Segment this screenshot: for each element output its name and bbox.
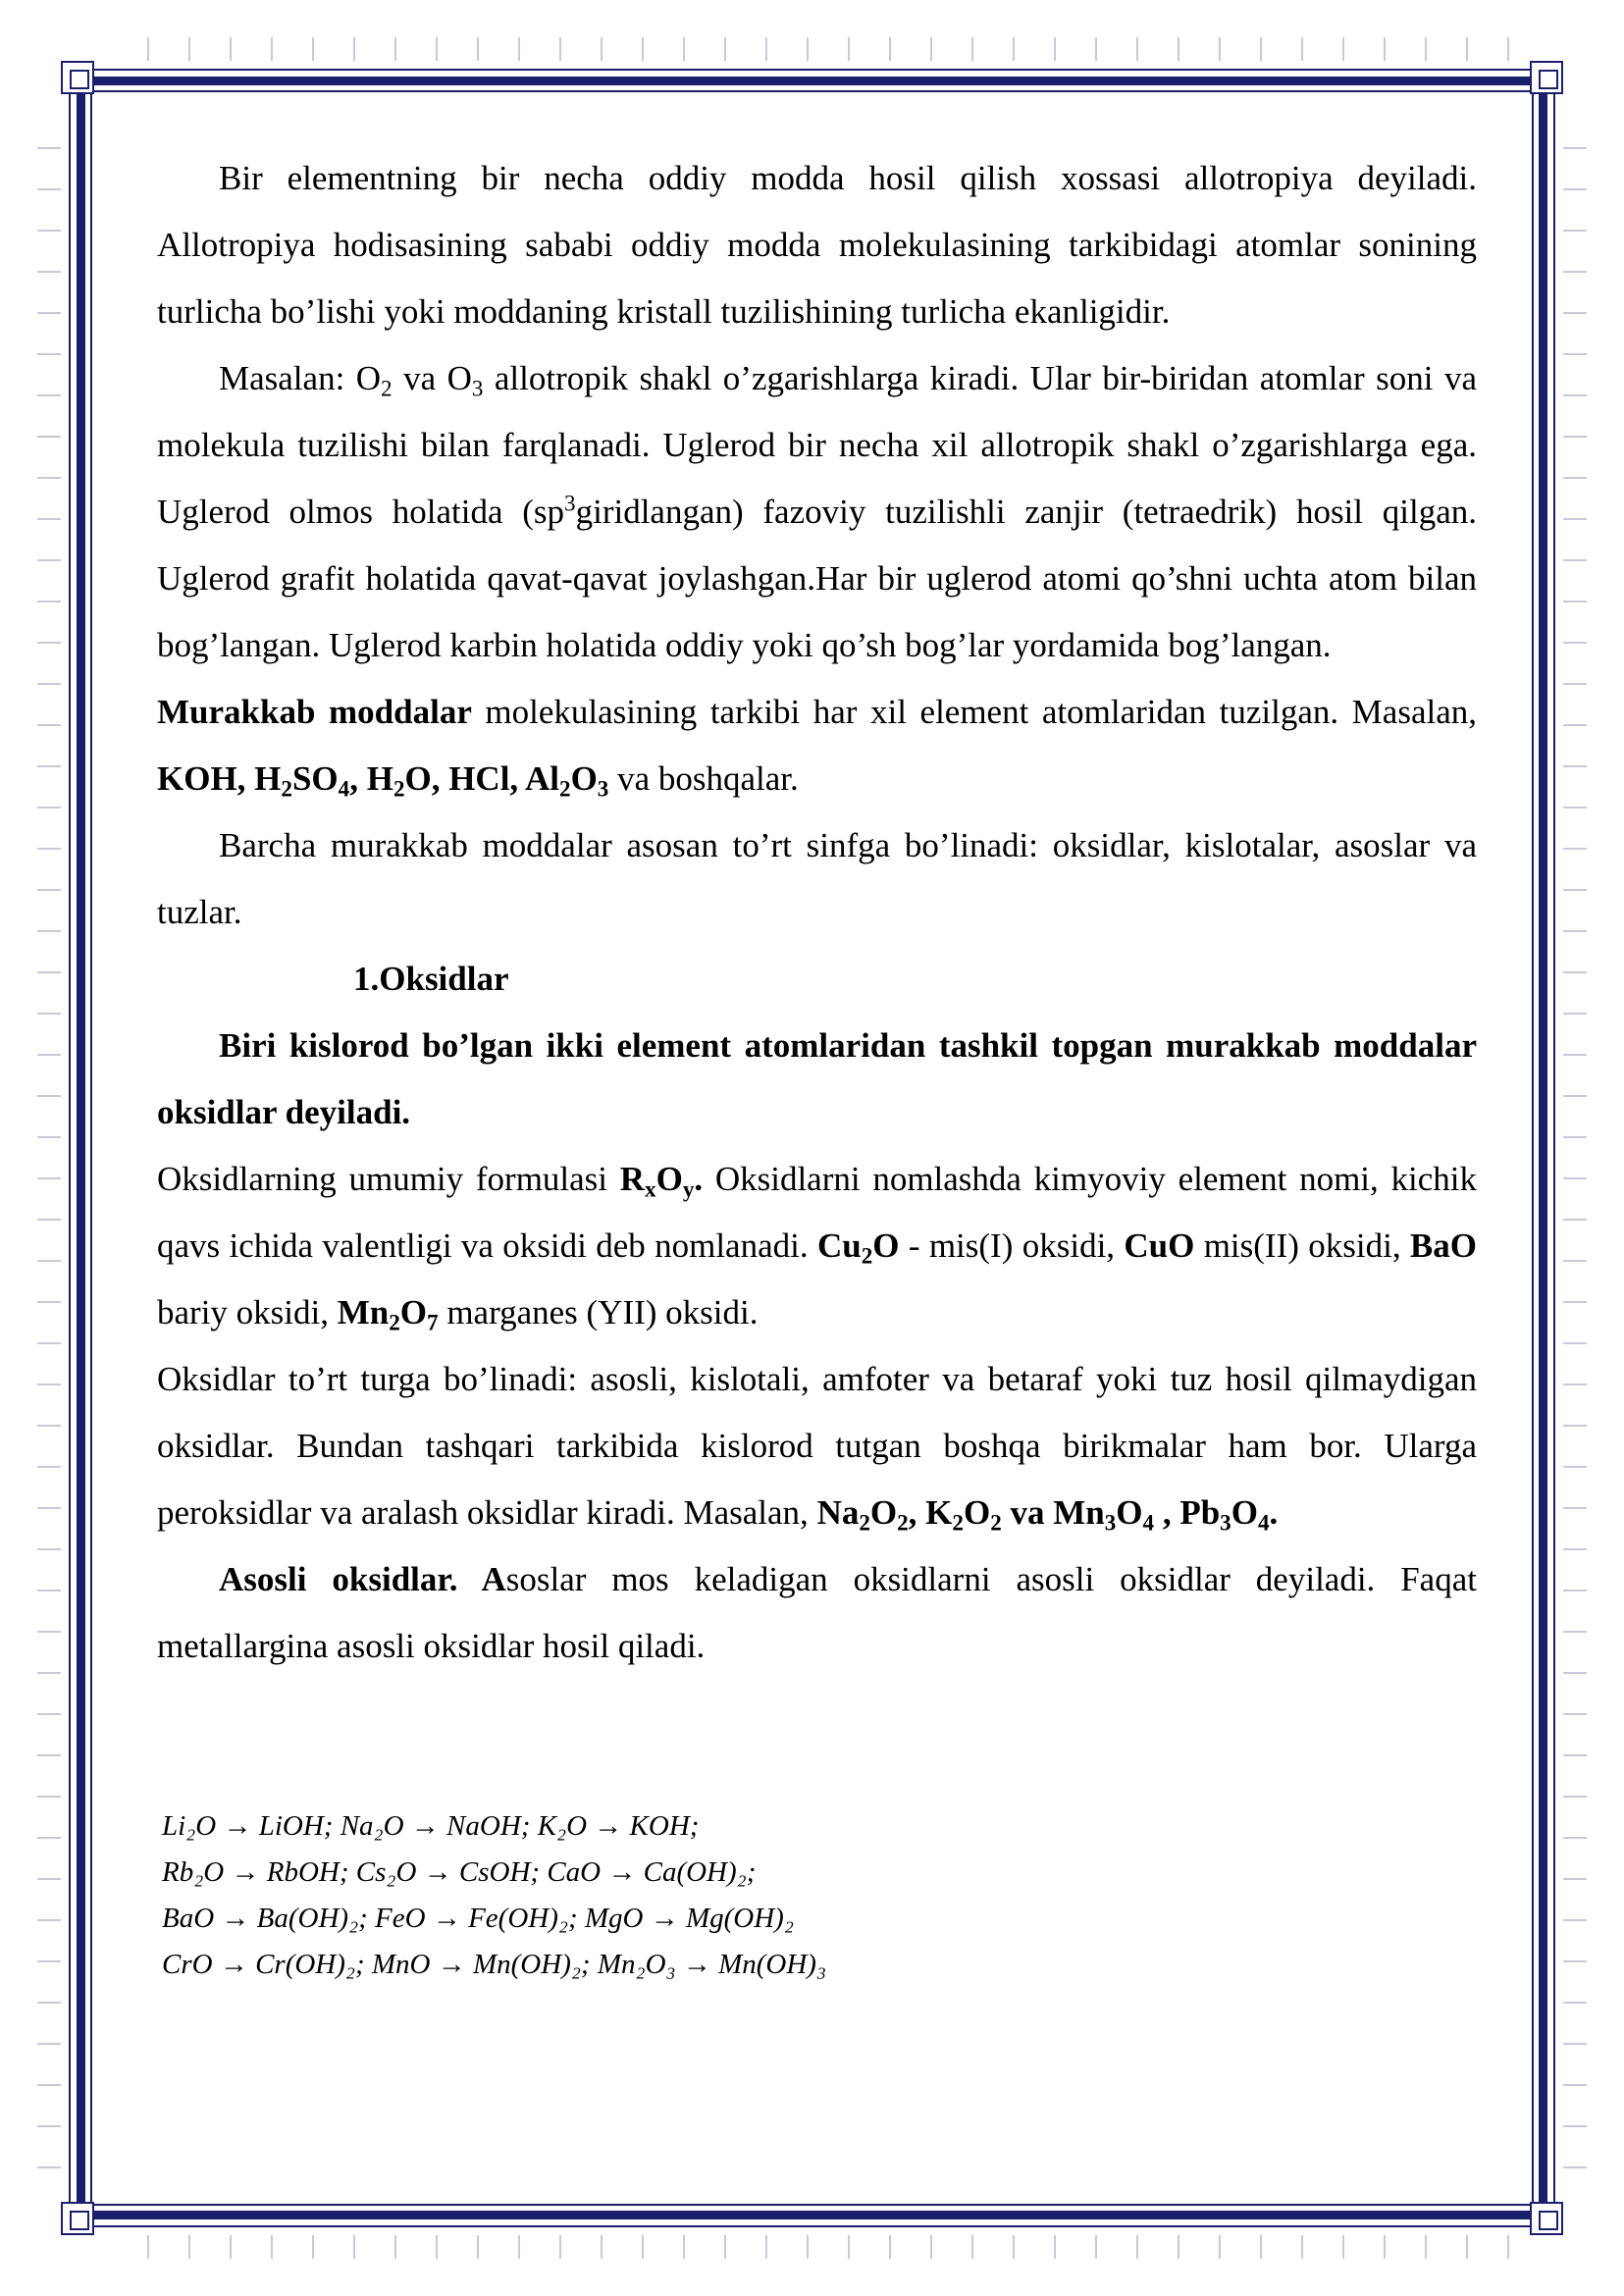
text-run: Oksidlarning umumiy formulasi xyxy=(157,1160,620,1198)
text-run: va O xyxy=(392,359,472,397)
subscript: 2 xyxy=(897,1509,909,1536)
formula-part: SO xyxy=(291,759,339,798)
subscript: 2 xyxy=(393,775,405,802)
formula-bao: BaO xyxy=(1409,1226,1477,1265)
bold-term: Murakkab moddalar xyxy=(157,693,472,731)
text-run: - mis(I) oksidi, xyxy=(899,1226,1125,1265)
formula-part: , H xyxy=(349,759,393,798)
text-run: Oksidlar to’rt turga bo’linadi: asosli, kislotali, amfoter va betaraf yoki tuz hosil qilmaydigan oksidlar. Bundan tashqari tarkibida kislorod tutgan boshqa birikmalar ham bor. Ularga peroksidlar va aralash oksidlar kiradi. Masalan, xyxy=(157,1360,1477,1532)
general-formula xyxy=(619,1160,704,1202)
definition-oxides xyxy=(157,1013,1477,1146)
formula-cuo: CuO xyxy=(1124,1226,1195,1265)
formula-part: Na xyxy=(816,1493,860,1532)
formula-line: BaO → Ba(OH)₂; FeO → Fe(OH)₂; MgO → Mg(OH)₂ xyxy=(162,1903,794,1934)
formula-part: O xyxy=(570,759,598,798)
formula-part: O xyxy=(399,1293,428,1331)
section-heading: 1.Oksidlar xyxy=(353,960,509,998)
subscript: 2 xyxy=(281,775,292,802)
subscript: 4 xyxy=(1257,1509,1270,1536)
formula-part: va Mn xyxy=(1001,1493,1105,1532)
formula-part: Mn xyxy=(337,1293,390,1331)
paragraph-text: soslar mos keladigan oksidlarni asosli oksidlar deyiladi. Faqat metallargina asosli oksidlar hosil qiladi. xyxy=(157,1560,1477,1665)
formula-line: CrO → Cr(OH)₂; MnO → Mn(OH)₂; Mn₂O₃ → Mn(OH)₃ xyxy=(162,1949,827,1980)
text-run: marganes (YII) oksidi. xyxy=(438,1293,759,1331)
formula-part: O xyxy=(655,1160,683,1198)
paragraph-classes xyxy=(157,812,1477,946)
formula-part: R xyxy=(619,1160,646,1198)
formula-line: Li₂O → LiOH; Na₂O → NaOH; K₂O → KOH; xyxy=(162,1810,700,1842)
subscript: 7 xyxy=(427,1309,439,1335)
formula-part: , K xyxy=(908,1493,953,1532)
text-run: mis(II) oksidi, xyxy=(1194,1226,1410,1265)
subscript: 2 xyxy=(990,1509,1002,1536)
border-corner-ornament xyxy=(61,2202,94,2235)
formula-mn2o7 xyxy=(337,1293,439,1335)
border-ticks-top xyxy=(108,37,1516,61)
definition-text: Biri kislorod bo’lgan ikki element atomlaridan tashkil topgan murakkab moddalar oksidlar deyiladi. xyxy=(157,1026,1477,1131)
bold-term: Asosli oksidlar. A xyxy=(219,1560,506,1598)
formula-part: O xyxy=(869,1493,898,1532)
border-corner-ornament xyxy=(61,61,94,94)
subscript: 2 xyxy=(861,1242,873,1269)
paragraph-complex-substances xyxy=(157,679,1477,812)
text-run: giridlangan) fazoviy tuzilishli zanjir (tetraedrik) hosil qilgan. Uglerod grafit holatida qavat-qavat joylashgan.Har bir uglerod atomi qo’shni uchta atom bilan bog’langan. Uglerod karbin holatida oddiy yoki qo’sh bog’lar yordamida bog’langan. xyxy=(157,493,1477,664)
formula-part: KOH, H xyxy=(157,759,282,798)
subscript: 2 xyxy=(952,1509,964,1536)
paragraph-basic-oxides xyxy=(157,1546,1477,1680)
formula-part: O xyxy=(963,1493,991,1532)
formula-part: O xyxy=(1231,1493,1258,1532)
subscript: 2 xyxy=(859,1509,870,1536)
subscript: 4 xyxy=(338,775,350,802)
text-run: molekulasining tarkibi har xil element atomlaridan tuzilgan. Masalan, xyxy=(471,693,1477,731)
paragraph-text: Bir elementning bir necha oddiy modda hosil qilish xossasi allotropiya deyiladi. Allotropiya hodisasining sababi oddiy modda molekulasining tarkibidagi atomlar sonining turlicha bo’lishi yoki moddaning kristall tuzilishining turlicha ekanligidir. xyxy=(157,159,1477,331)
text-run: bariy oksidi, xyxy=(157,1293,338,1331)
formula-part: . xyxy=(694,1160,704,1198)
text-run: allotropik shakl o’zgarishlarga kiradi. Ular bir-biridan atomlar soni va molekula tuzilishi bilan farqlanadi. Uglerod bir necha xil allotropik shakl o’zgarishlarga ega. Uglerod olmos holatida (sp xyxy=(157,359,1477,531)
subscript: 3 xyxy=(597,775,609,802)
subscript: 2 xyxy=(389,1309,400,1335)
border-ticks-bottom xyxy=(108,2235,1516,2259)
text-run: Oksidlarni nomlashda kimyoviy element nomi, kichik qavs ichida valentligi va oksidi deb nomlanadi. xyxy=(157,1160,1477,1265)
border-ticks-left xyxy=(37,108,61,2188)
border-ticks-right xyxy=(1563,108,1587,2188)
subscript: 2 xyxy=(381,375,393,401)
formula-part: O xyxy=(1116,1493,1143,1532)
formula-part: , Pb xyxy=(1154,1493,1221,1532)
subscript: 3 xyxy=(1104,1509,1117,1536)
paragraph-oxide-types xyxy=(157,1346,1477,1546)
paragraph-allotropy xyxy=(157,145,1477,345)
formula-part: O xyxy=(872,1226,900,1265)
text-run: Masalan: O xyxy=(219,359,382,397)
formula-line: Rb₂O → RbOH; Cs₂O → CsOH; CaO → Ca(OH)₂; xyxy=(162,1856,757,1888)
formula-list xyxy=(157,759,609,802)
subscript: x xyxy=(645,1175,656,1202)
peroxide-formulas xyxy=(816,1493,1279,1536)
paragraph-allotropy-examples xyxy=(157,345,1477,679)
subscript: 2 xyxy=(559,775,571,802)
subscript: 4 xyxy=(1142,1509,1155,1536)
formula-part: . xyxy=(1269,1493,1279,1532)
formula-part: Cu xyxy=(816,1226,862,1265)
paragraph-oxide-naming xyxy=(157,1146,1477,1346)
subscript: 3 xyxy=(1220,1509,1231,1536)
paragraph-text: Barcha murakkab moddalar asosan to’rt sinfga bo’linadi: oksidlar, kislotalar, asoslar va tuzlar. xyxy=(157,826,1477,931)
document-body xyxy=(157,145,1477,1680)
formula-cu2o xyxy=(816,1226,900,1269)
superscript: 3 xyxy=(564,490,576,516)
border-corner-ornament xyxy=(1530,2202,1563,2235)
border-corner-ornament xyxy=(1530,61,1563,94)
subscript: 3 xyxy=(471,375,484,401)
reaction-formulas xyxy=(162,1803,826,1988)
text-run: va boshqalar. xyxy=(608,759,799,798)
subscript: y xyxy=(682,1175,695,1202)
formula-part: O, HCl, Al xyxy=(404,759,560,798)
